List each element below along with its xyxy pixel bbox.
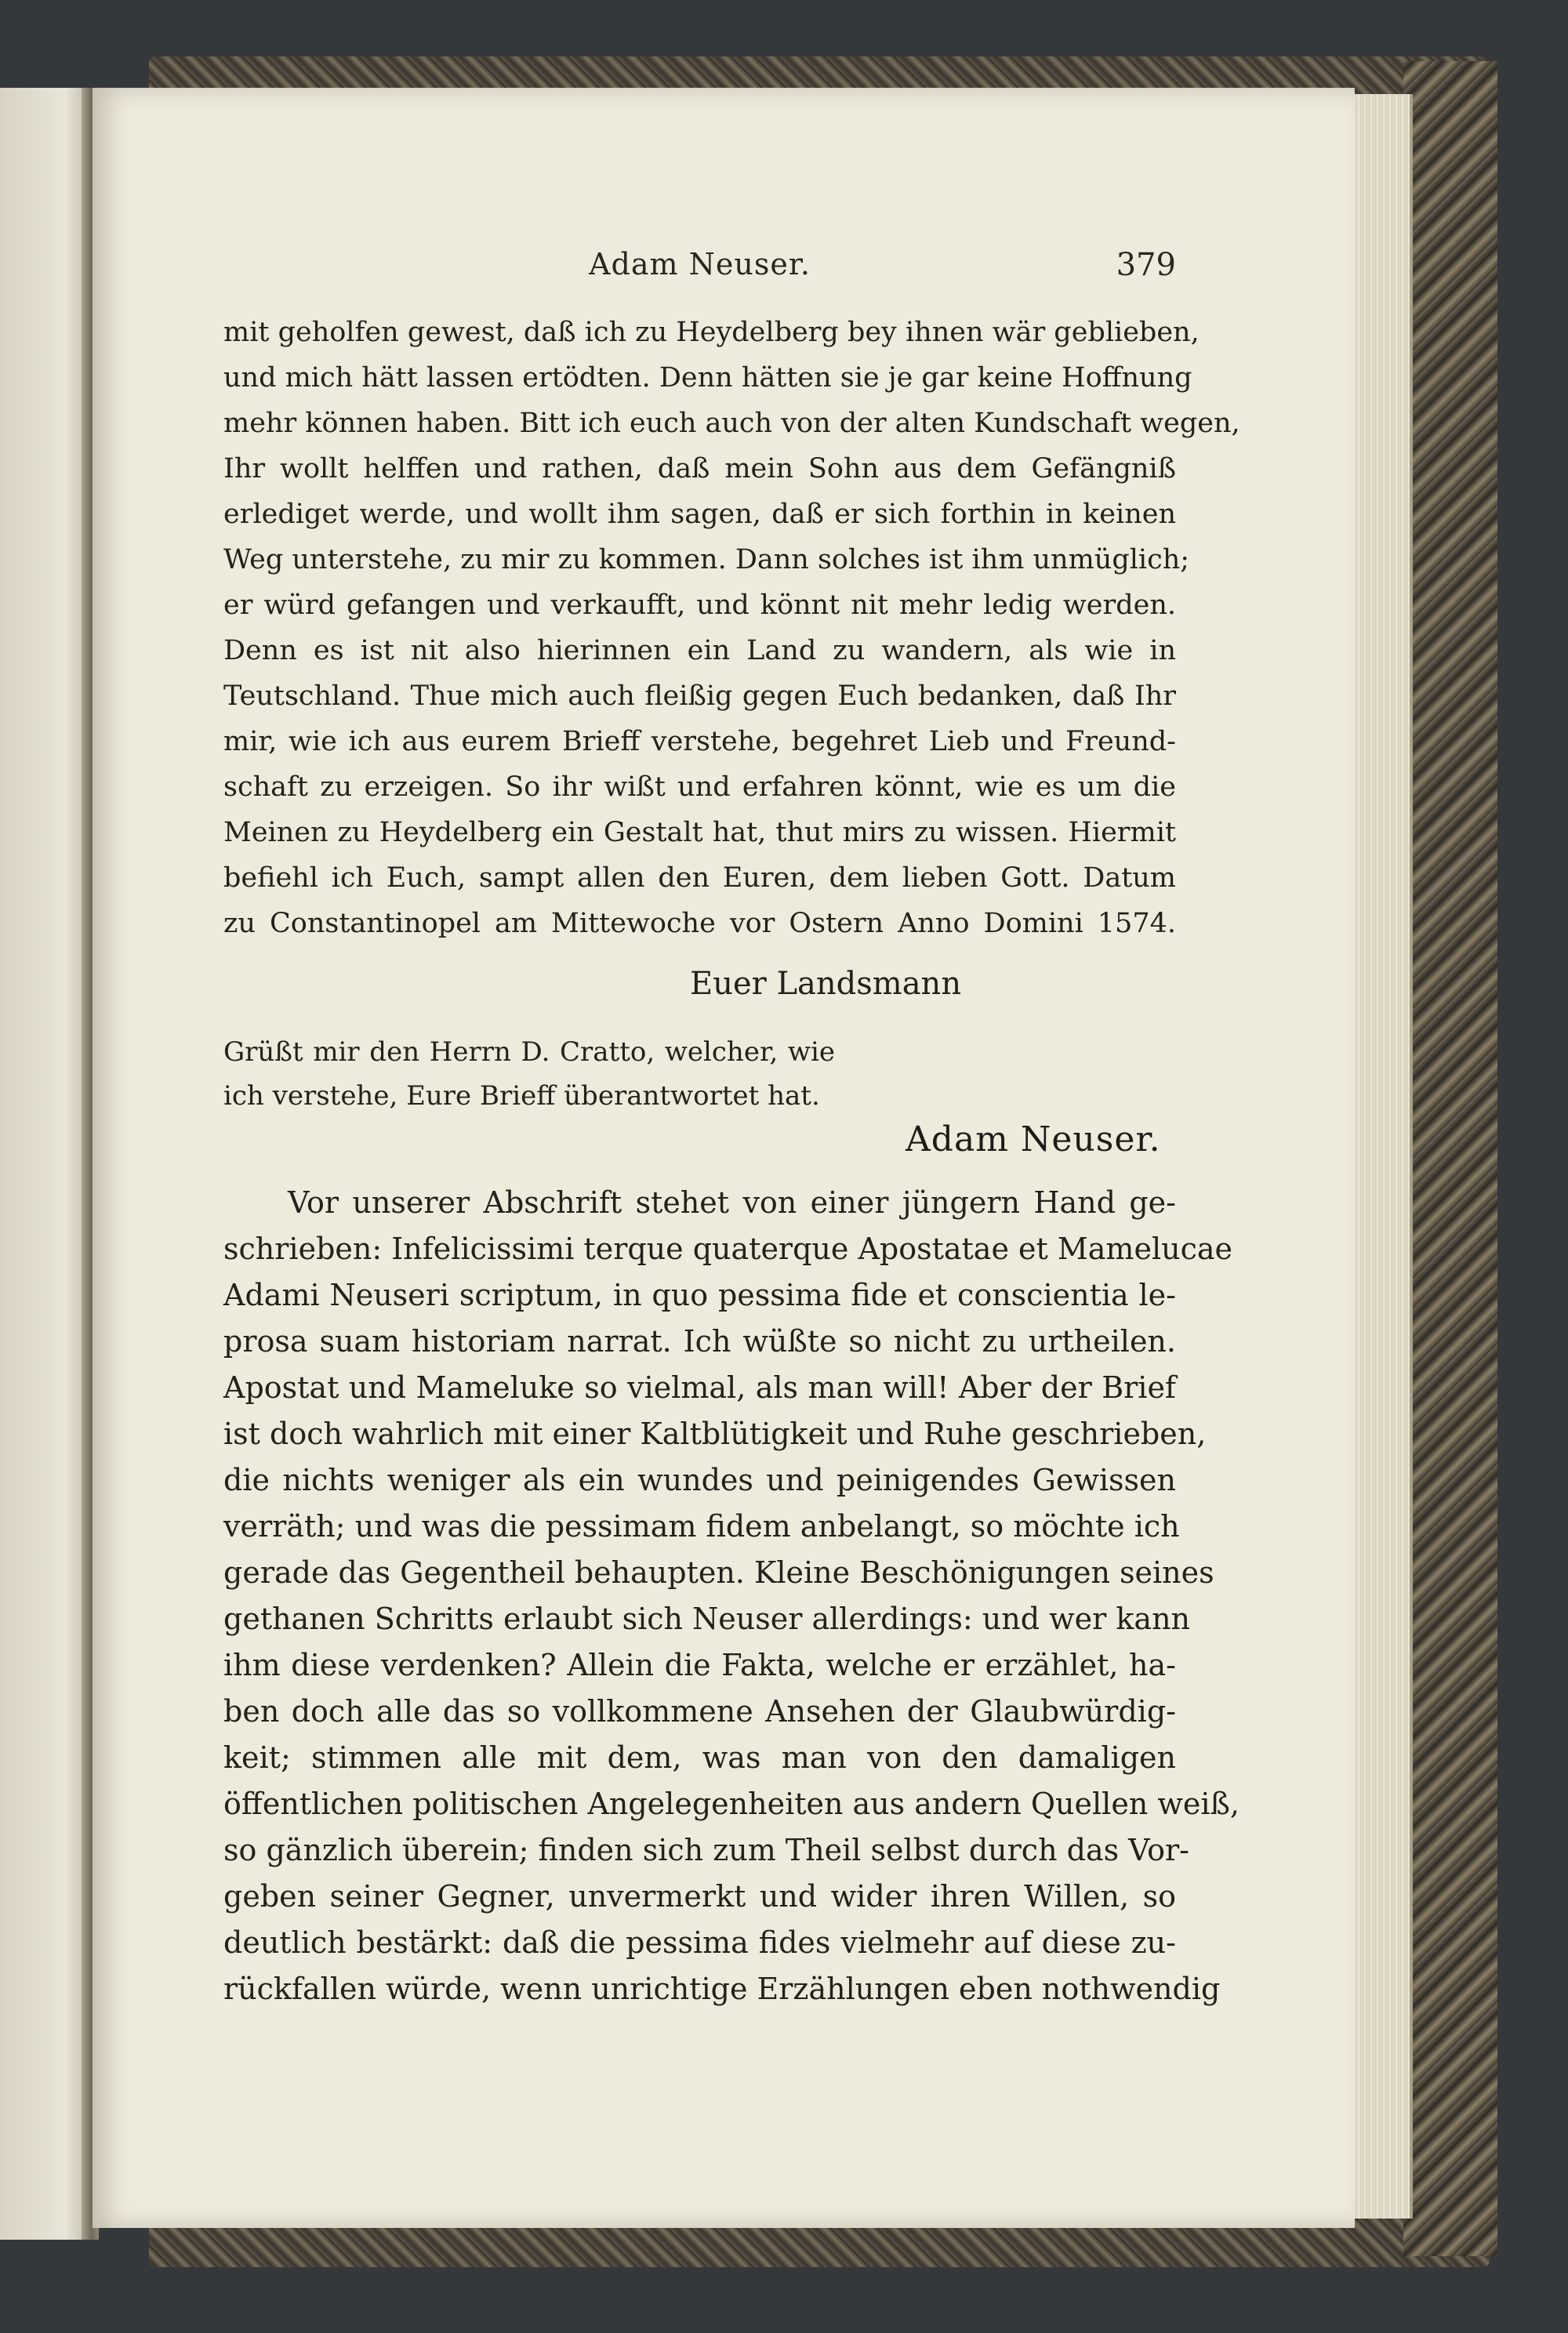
text-line: erlediget werde, und wollt ihm sagen, daß er sich forthin in keinen bbox=[223, 499, 1176, 530]
letter-closing: Euer Landsmann bbox=[690, 966, 962, 1002]
text-line: ist doch wahrlich mit einer Kaltblütigkeit und Ruhe geschrieben, bbox=[223, 1417, 1207, 1451]
page-number: 379 bbox=[1116, 247, 1176, 283]
text-line: schaft zu erzeigen. So ihr wißt und erfahren könnt, wie es um die bbox=[223, 771, 1176, 803]
text-line: geben seiner Gegner, unvermerkt und wider ihren Willen, so bbox=[223, 1879, 1176, 1914]
text-line: gerade das Gegentheil behaupten. Kleine Beschönigungen seines bbox=[223, 1555, 1214, 1590]
text-line: und mich hätt lassen ertödten. Denn hätten sie je gar keine Hoffnung bbox=[223, 362, 1192, 394]
text-line: Adami Neuseri scriptum, in quo pessima fide et conscientia le- bbox=[223, 1278, 1176, 1312]
text-line: schrieben: Infelicissimi terque quaterque Apostatae et Mamelucae bbox=[223, 1232, 1233, 1266]
text-line: Denn es ist nit also hierinnen ein Land zu wandern, als wie in bbox=[223, 635, 1176, 666]
text-line: ihm diese verdenken? Allein die Fakta, welche er erzählet, ha- bbox=[223, 1648, 1176, 1682]
text-line: rückfallen würde, wenn unrichtige Erzählungen eben nothwendig bbox=[223, 1972, 1221, 2006]
page-edges bbox=[1355, 94, 1413, 2219]
postscript bbox=[223, 1030, 835, 1118]
text-line: Vor unserer Abschrift stehet von einer jüngern Hand ge- bbox=[288, 1185, 1176, 1220]
text-line: ben doch alle das so vollkommene Ansehen der Glaubwürdig- bbox=[223, 1694, 1176, 1729]
text-line: so gänzlich überein; finden sich zum Theil selbst durch das Vor- bbox=[223, 1833, 1190, 1867]
text-line: prosa suam historiam narrat. Ich wüßte so nicht zu urtheilen. bbox=[223, 1324, 1176, 1359]
text-line: Weg unterstehe, zu mir zu kommen. Dann solches ist ihm unmüglich; bbox=[223, 544, 1190, 575]
text-line: Teutschland. Thue mich auch fleißig gegen Euch bedanken, daß Ihr bbox=[223, 680, 1176, 712]
text-line: mir, wie ich aus eurem Brieff verstehe, begehret Lieb und Freund- bbox=[223, 726, 1176, 757]
text-line: ich verstehe, Eure Brieff überantwortet hat. bbox=[223, 1080, 820, 1112]
commentary-text bbox=[223, 1180, 1240, 2012]
text-line: zu Constantinopel am Mittewoche vor Ostern Anno Domini 1574. bbox=[223, 908, 1176, 939]
text-line: mehr können haben. Bitt ich euch auch von der alten Kundschaft wegen, bbox=[223, 408, 1240, 439]
text-line: Grüßt mir den Herrn D. Cratto, welcher, wie bbox=[223, 1036, 835, 1068]
running-title: Adam Neuser. bbox=[589, 247, 811, 281]
letter-text bbox=[223, 310, 1240, 946]
marbled-cover-edge bbox=[1403, 61, 1497, 2256]
text-line: Apostat und Mameluke so vielmal, als man will! Aber der Brief bbox=[223, 1370, 1176, 1405]
text-line: keit; stimmen alle mit dem, was man von den damaligen bbox=[223, 1740, 1176, 1775]
left-page-edge bbox=[0, 88, 93, 2240]
text-line: öffentlichen politischen Angelegenheiten aus andern Quellen weiß, bbox=[223, 1787, 1240, 1821]
text-line: er würd gefangen und verkaufft, und könnt nit mehr ledig werden. bbox=[223, 590, 1176, 621]
text-line: deutlich bestärkt: daß die pessima fides vielmehr auf diese zu- bbox=[223, 1925, 1176, 1960]
text-line: befiehl ich Euch, sampt allen den Euren, dem lieben Gott. Datum bbox=[223, 862, 1176, 894]
page-header bbox=[223, 247, 1176, 286]
text-line: verräth; und was die pessimam fidem anbelangt, so möchte ich bbox=[223, 1509, 1180, 1544]
text-line: Ihr wollt helffen und rathen, daß mein Sohn aus dem Gefängniß bbox=[223, 453, 1176, 484]
signature: Adam Neuser. bbox=[906, 1119, 1161, 1159]
text-line: gethanen Schritts erlaubt sich Neuser allerdings: und wer kann bbox=[223, 1602, 1191, 1636]
text-line: die nichts weniger als ein wundes und peinigendes Gewissen bbox=[223, 1463, 1176, 1497]
text-line: Meinen zu Heydelberg ein Gestalt hat, thut mirs zu wissen. Hiermit bbox=[223, 817, 1176, 848]
text-line: mit geholfen gewest, daß ich zu Heydelberg bey ihnen wär geblieben, bbox=[223, 317, 1200, 348]
